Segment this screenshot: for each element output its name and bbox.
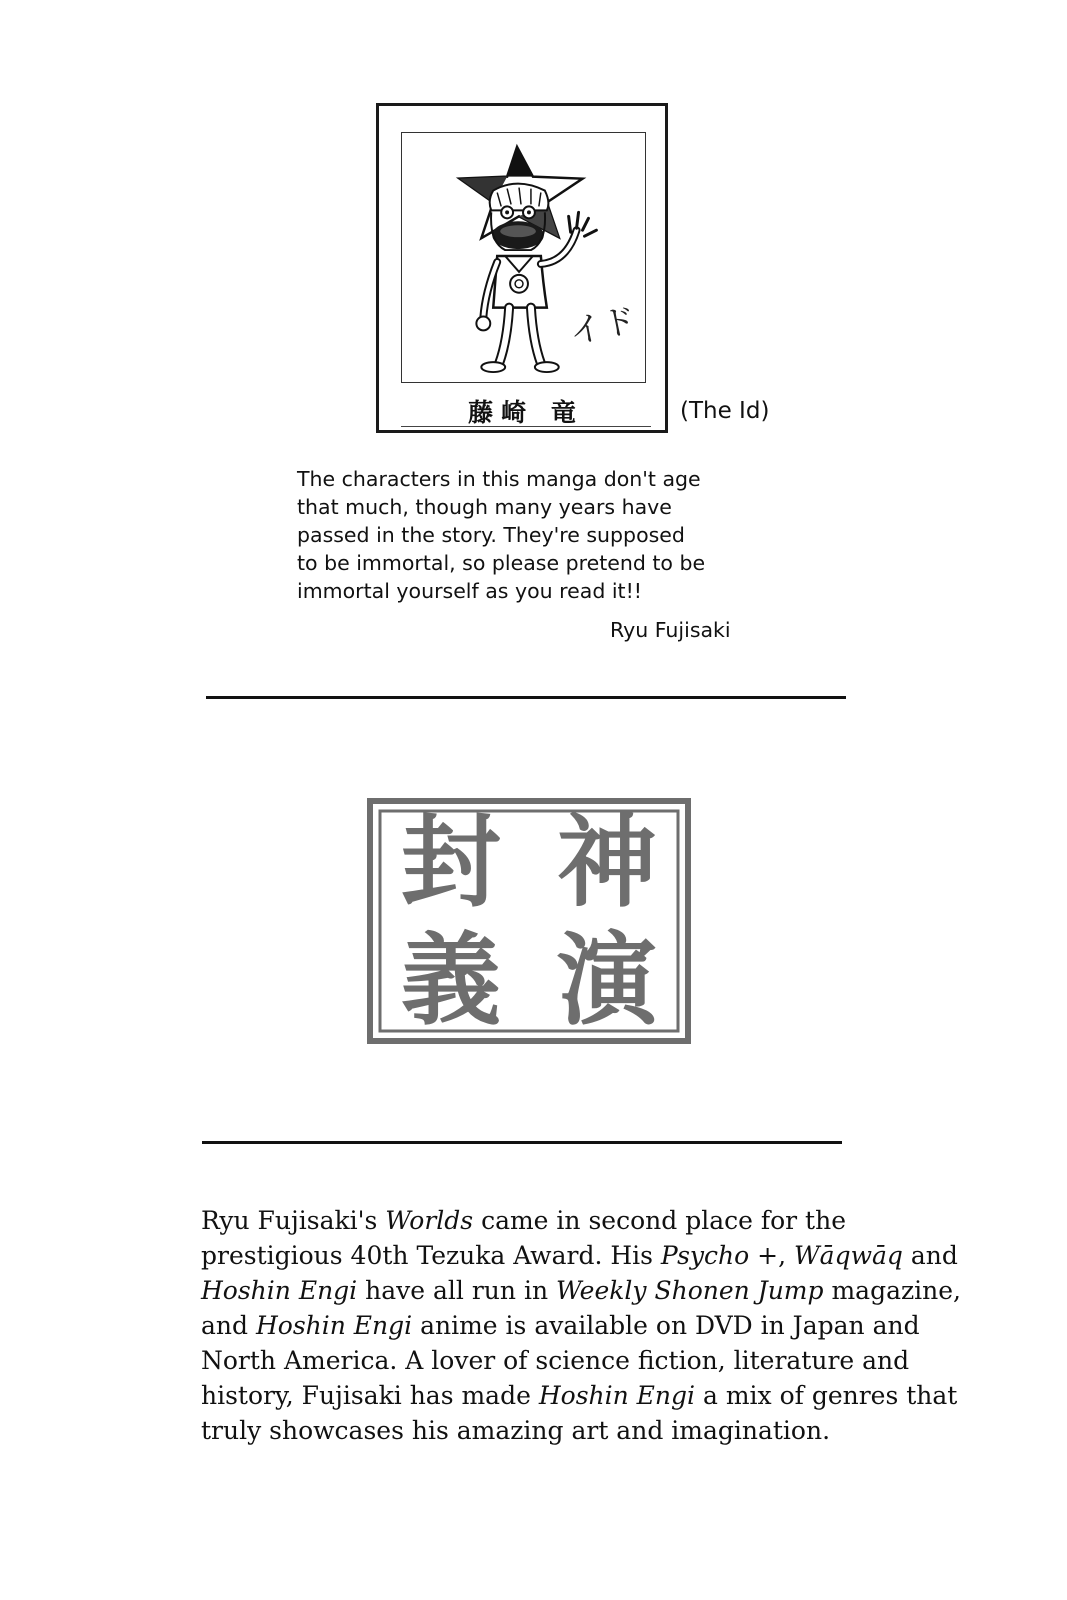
bio-line: history, Fujisaki has made Hoshin Engi a mix of genres that	[201, 1381, 958, 1410]
bio-line: prestigious 40th Tezuka Award. His Psycho +, Wāqwāq and	[201, 1241, 958, 1270]
comment-line: immortal yourself as you read it!!	[297, 579, 643, 603]
seal-char-gi: 演	[557, 921, 657, 1039]
comment-line: that much, though many years have	[297, 495, 672, 519]
title-seal-stamp	[366, 797, 692, 1045]
self-portrait-drawing	[402, 133, 645, 382]
author-self-portrait	[401, 132, 646, 383]
comment-line: The characters in this manga don't age	[297, 467, 701, 491]
portrait-caption: (The Id)	[680, 398, 770, 424]
seal-graphic	[366, 797, 692, 1045]
seal-char-en: 義	[401, 921, 501, 1039]
divider-top	[206, 696, 846, 699]
bio-line: truly showcases his amazing art and imagination.	[201, 1416, 831, 1445]
author-name-japanese: 藤崎 竜	[468, 398, 584, 427]
bio-line: Hoshin Engi have all run in Weekly Shonen Jump magazine,	[201, 1276, 962, 1305]
bio-line: North America. A lover of science fiction, literature and	[201, 1346, 910, 1375]
comment-line: passed in the story. They're supposed	[297, 523, 685, 547]
seal-char-hou: 封	[401, 803, 501, 921]
bio-line: Ryu Fujisaki's Worlds came in second place for the	[201, 1206, 846, 1235]
comment-line: to be immortal, so please pretend to be	[297, 551, 706, 575]
portrait-signature-glyph: イド	[565, 299, 640, 353]
divider-bottom	[202, 1141, 842, 1144]
seal-char-shin: 神	[557, 803, 657, 921]
bio-line: and Hoshin Engi anime is available on DVD in Japan and	[201, 1311, 920, 1340]
comment-signature: Ryu Fujisaki	[610, 618, 731, 642]
author-comment	[297, 465, 777, 605]
author-bio	[201, 1203, 962, 1448]
name-underline	[401, 426, 651, 427]
author-portrait-card	[376, 103, 668, 433]
